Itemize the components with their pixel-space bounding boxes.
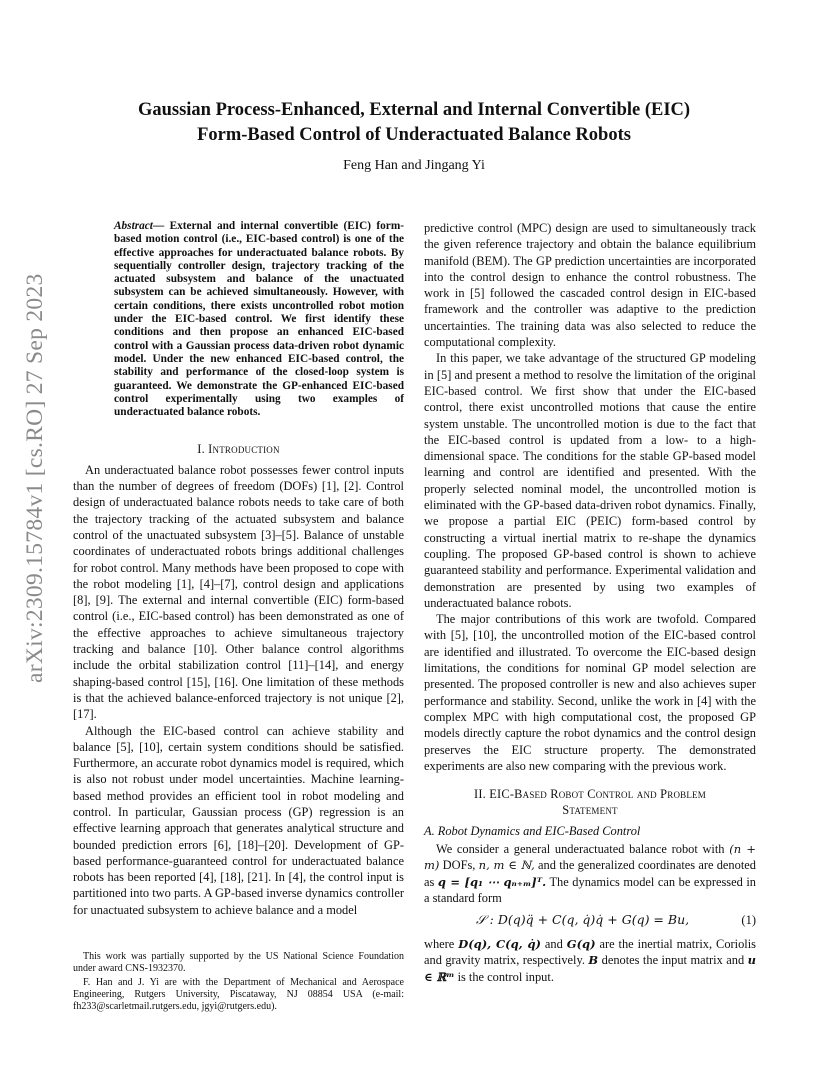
p4-math-q: q = [q₁ ⋯ qₙ₊ₘ]ᵀ. — [437, 874, 547, 889]
right-paragraph-2: In this paper, we take advantage of the structured GP modeling in [5] and present a method to resolve the limitation of the original EIC-based control. We first show that under the EIC-based control, there exist uncontrolled motions that cause the entire system unstable. The uncontrolled motion is due to the fact that the EIC-based control is updated from a low- to a high-dimensional space. The conditions for the stable GP-based model learning and control are identified and presented. With the properly selected nominal model, the uncontrolled motion is eliminated with the GP-based data-driven robot dynamics. Finally, we propose a partial EIC (PEIC) form-based control by constructing a virtual inertial matrix to re-shape the dynamics coupling. The proposed GP-based control is shown to achieve guaranteed stability and performance. Experimental validation and demonstration are presented by using two examples of underactuated balance robots. — [424, 351, 756, 610]
section-2-heading-line-2: Statement — [562, 803, 618, 818]
p5-text-g: denotes the input matrix and — [601, 953, 745, 968]
p5-math-b: B — [588, 953, 599, 968]
p4-text-c: DOFs, — [442, 858, 476, 873]
p4-math-dofs: (n + m) — [424, 841, 756, 873]
left-column — [73, 220, 404, 918]
abstract-label: Abstract — [114, 220, 153, 232]
section-1-heading — [73, 441, 404, 457]
p5-text-c: and — [544, 937, 563, 952]
subsection-a-heading: A. Robot Dynamics and EIC-Based Control — [424, 823, 641, 838]
right-paragraph-4 — [424, 841, 756, 906]
p5-text-i: is the control input. — [457, 969, 554, 984]
footnote-affiliation: F. Han and J. Yi are with the Department of Mechanical and Aerospace Engineering, Rutgers University, Piscataway, NJ 08854 USA (e-mail: fh233@scarletmail.rutgers.edu, jgyi@rutgers.edu). — [73, 977, 404, 1012]
p4-math-nm: n, m ∈ ℕ, — [478, 858, 535, 873]
equation-1 — [424, 910, 756, 932]
p5-math-dc: D(q), C(q, q̇) — [458, 937, 541, 952]
p5-text-a: where — [424, 937, 455, 952]
right-paragraph-3: The major contributions of this work are twofold. Compared with [5], [10], the uncontrolled motion of the EIC-based control are identified and illustrated. To overcome the EIC-based design limitations, the conditions for nominal GP model selection are presented. The proposed controller is new and also achieves super performance and stability. Second, unlike the work in [4] with the complex MPC with high computational cost, the proposed GP models directly capture the robot dynamics and the control design preserves the EIC structure property. The demonstrated experiments are also new comparing with the previous work. — [424, 612, 756, 773]
section-2-heading-line-1: II. EIC-Based Robot Control and Problem — [474, 787, 706, 802]
section-2-heading — [424, 786, 756, 819]
section-1-heading-text: I. Introduction — [197, 442, 280, 457]
p4-text-e: and the generalized coordinates are denoted as — [424, 858, 756, 889]
arxiv-identifier: arXiv:2309.15784v1 [cs.RO] 27 Sep 2023 — [22, 273, 48, 683]
p5-math-g: G(q) — [566, 937, 596, 952]
title-line-1: Gaussian Process-Enhanced, External and Internal Convertible (EIC) — [137, 100, 691, 120]
equation-1-body: 𝒮 : D(q)q̈ + C(q, q̇)q̇ + G(q) = Bu, — [476, 912, 690, 928]
author-list: Feng Han and Jingang Yi — [343, 158, 485, 173]
right-column — [424, 220, 756, 985]
abstract-body: — External and internal convertible (EIC) form-based motion control (i.e., EIC-based control) is one of the effective approaches for underactuated balance robots. By sequentially controller design, trajectory tracking of the actuated subsystem and balance of the unactuated subsystem can be achieved simultaneously. However, with certain conditions, there exists uncontrolled robot motion under the EIC-based control. We first identify these conditions and then propose an enhanced EIC-based control with a Gaussian process data-driven robot dynamic model. Under the new enhanced EIC-based control, the stability and performance of the closed-loop system is guaranteed. We demonstrate the GP-enhanced EIC-based control experimentally using two examples of underactuated balance robots. — [114, 220, 404, 419]
right-paragraph-5 — [424, 936, 756, 985]
intro-paragraph-2: Although the EIC-based control can achieve stability and balance [5], [10], certain system conditions should be satisfied. Furthermore, an accurate robot dynamics model is required, which is also not robust under model uncertainties. Machine learning-based method provides an efficient tool in robot modeling and control. In particular, Gaussian process (GP) regression is an effective learning approach that generates analytical structure and bounded prediction errors [6], [18]–[20]. Development of GP-based performance-guaranteed control for underactuated balance robots has been reported [4], [18], [21]. In [4], the control input is partitioned into two parts. A GP-based inverse dynamics controller for unactuated subsystem to achieve balance and a model — [73, 723, 404, 917]
p5-math-u: u ∈ ℝᵐ — [424, 953, 756, 984]
intro-paragraph-1: An underactuated balance robot possesses fewer control inputs than the number of degrees of freedom (DOFs) [1], [2]. Control design of underactuated balance robots needs to take care of both the trajectory tracking of the actuated subsystem and balance control of the unactuated subsystem [3]–[5]. Balance of unstable coordinates of underactuated robots brings additional challenges for robot control. Many methods have been proposed to cope with the robot modeling [1], [4]–[7], control design and applications [8], [9]. The external and internal convertible (EIC) form-based control (i.e., EIC-based control) has been demonstrated as one of the effective approaches to achieve simultaneous trajectory tracking and balance [10]. Other balance control algorithms include the orbital stabilization control [11]–[14], and energy shaping-based control [15], [16]. One limitation of these methods is that the achieved balance-enforced trajectory is not unique [2], [17]. — [73, 462, 404, 722]
equation-1-number: (1) — [741, 913, 756, 928]
p4-text-g: The dynamics model can be expressed in a standard form — [424, 874, 756, 905]
right-paragraph-1: predictive control (MPC) design are used to simultaneously track the given reference trajectory and obtain the balance equilibrium manifold (BEM). The GP prediction uncertainties are incorporated into the control design to enhance the control robustness. The work in [5] followed the cascaded control design in EIC-based framework and the controller was adaptive to the prediction uncertainties. The training data was also selected to reduce the computational complexity. — [424, 221, 756, 350]
p5-text-e: are the inertial matrix, Coriolis and gravity matrix, respectively. — [424, 937, 756, 968]
paper-title — [80, 98, 748, 148]
title-line-2: Form-Based Control of Underactuated Balance Robots — [197, 125, 631, 145]
p4-text-a: We consider a general underactuated balance robot with — [436, 841, 725, 856]
footnotes — [73, 951, 404, 1015]
abstract — [114, 220, 404, 419]
footnote-funding: This work was partially supported by the US National Science Foundation under award CNS-1932370. — [73, 951, 404, 974]
